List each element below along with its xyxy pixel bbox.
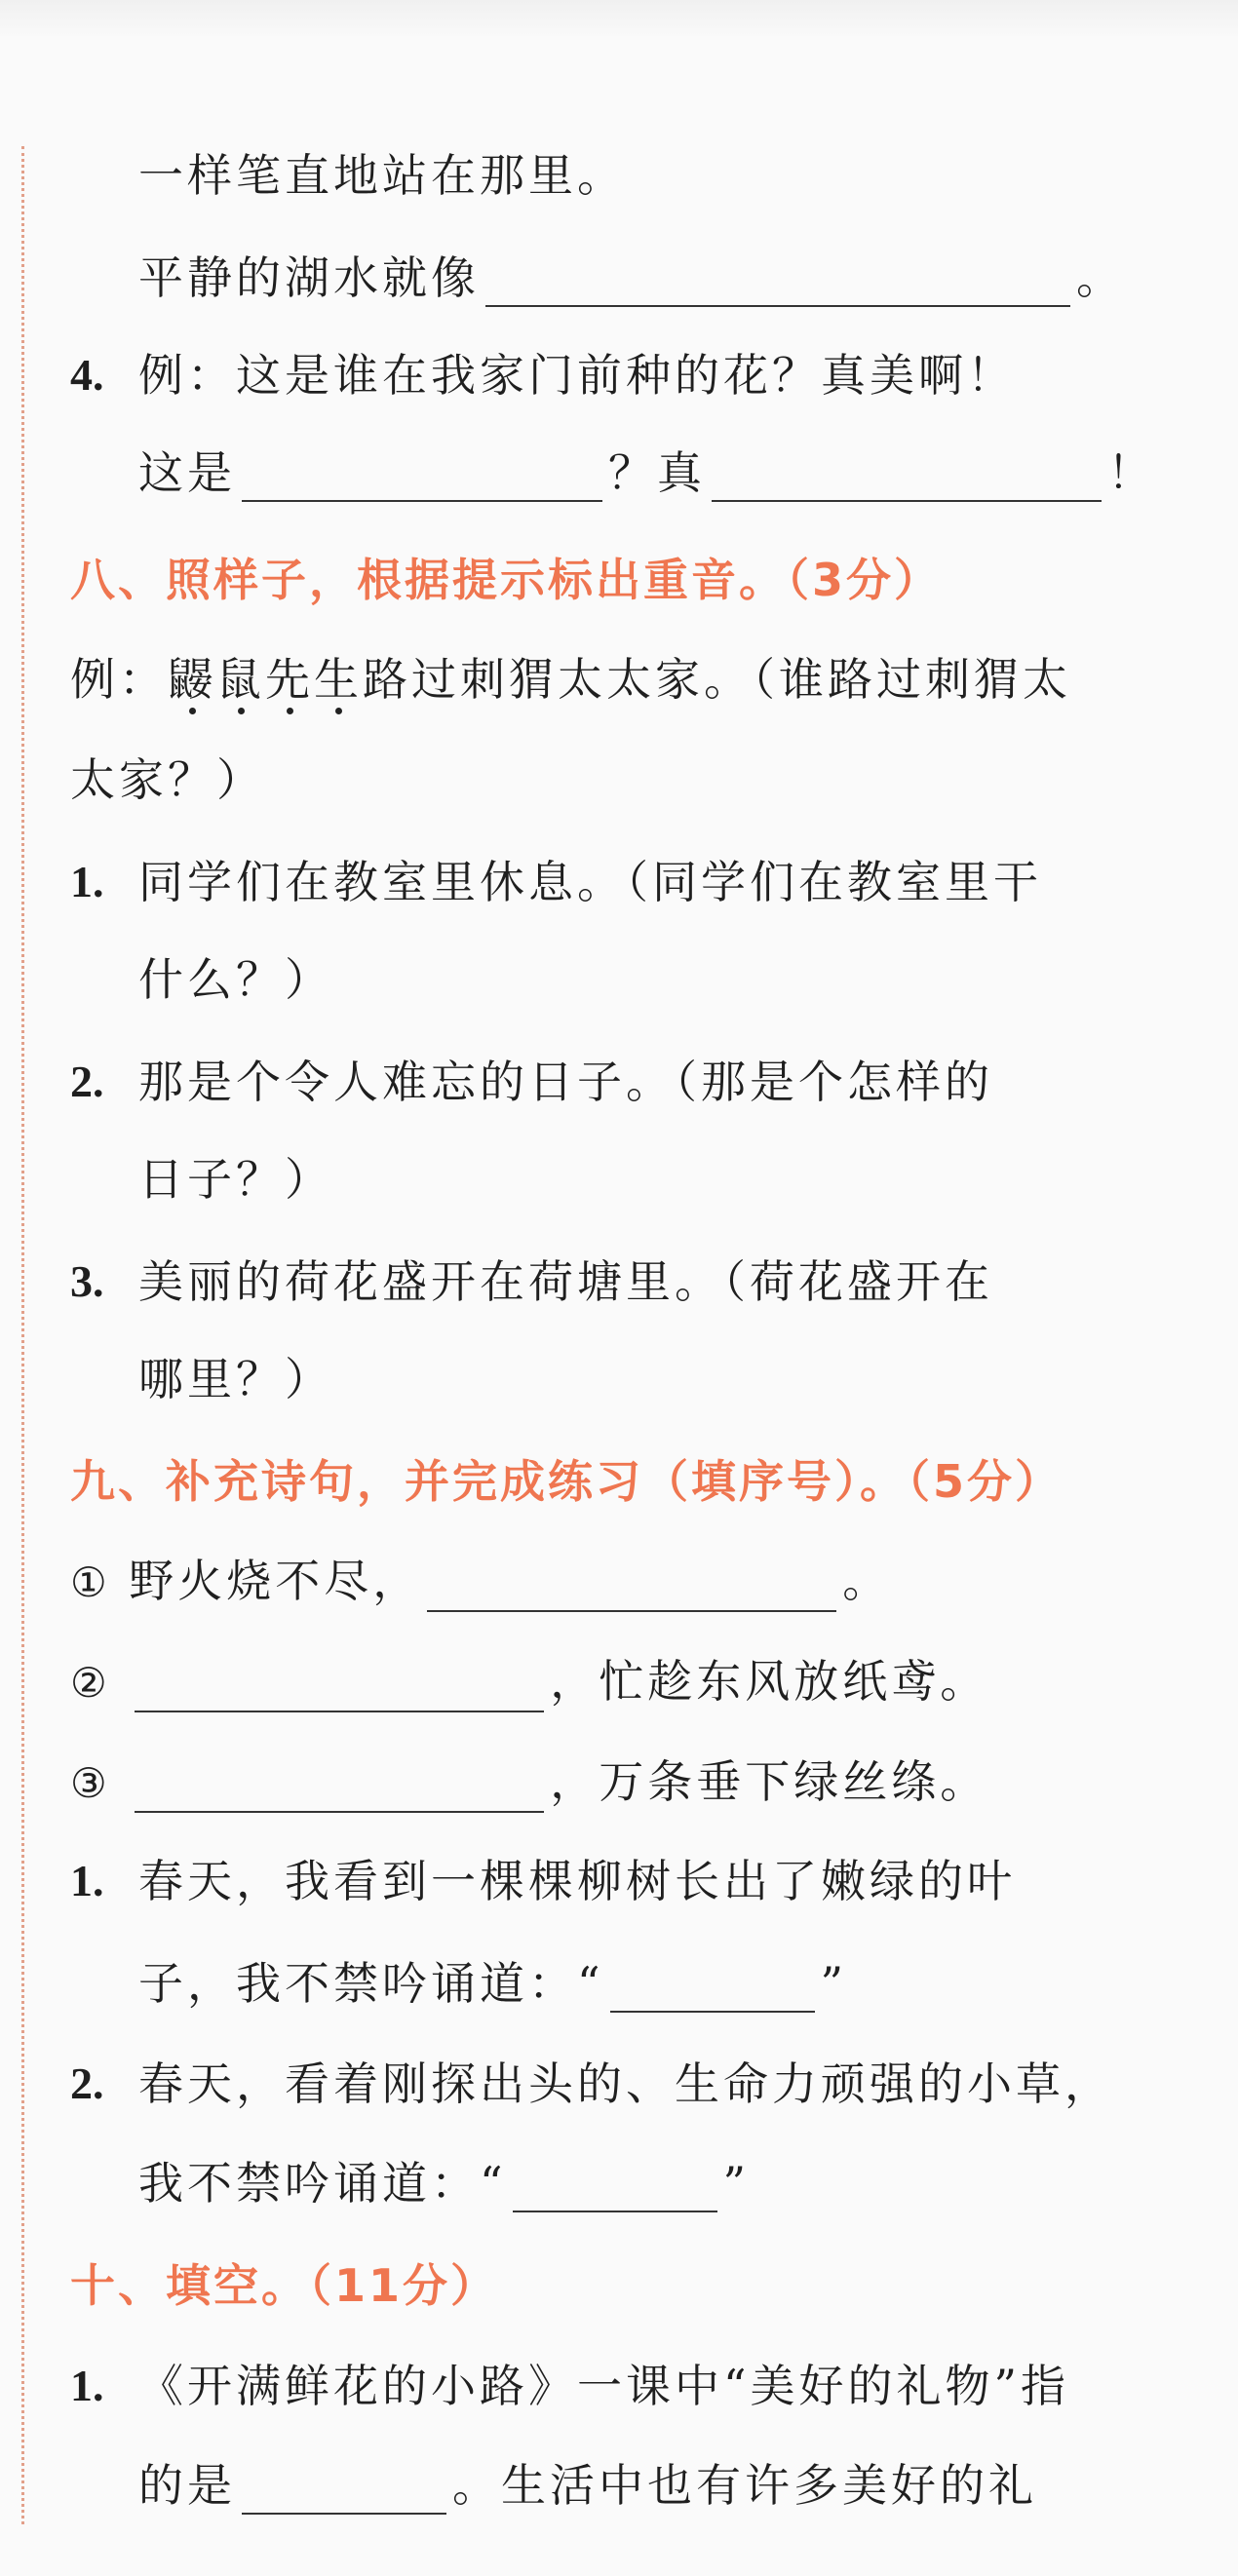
s10-q1-l1: 《开满鲜花的小路》一课中“美好的礼物”指 xyxy=(138,2360,1070,2412)
s9-q1-l2a: 子，我不禁吟诵道：“ xyxy=(138,1957,604,2010)
s7-q4-num: 4. xyxy=(70,350,104,400)
s7-line2-text: 平静的湖水就像 xyxy=(138,251,480,304)
s8-item2-l2: 日子？） xyxy=(138,1153,333,1206)
s9-p2-blank[interactable] xyxy=(135,1658,544,1712)
s9-q2-num: 2. xyxy=(70,2058,104,2108)
s7-q4-fill-a: 这是 xyxy=(138,446,236,499)
stress-char: 先 xyxy=(265,650,314,709)
s7-q4-blank-1[interactable] xyxy=(242,447,602,502)
stress-char: 鼹 xyxy=(168,650,216,709)
page-top-shade xyxy=(0,0,1238,39)
s8-item1-l1: 同学们在教室里休息。（同学们在教室里干 xyxy=(138,856,1042,908)
s8-item2-num: 2. xyxy=(70,1057,104,1106)
s8-item3-l2: 哪里？） xyxy=(138,1353,333,1405)
stress-char: 生 xyxy=(314,650,363,709)
s7-q4-blank-2[interactable] xyxy=(712,447,1102,502)
s10-q1-num: 1. xyxy=(70,2361,104,2410)
s9-p3-text: ，万条垂下绿丝绦。 xyxy=(550,1755,989,1808)
s10-q1-blank[interactable] xyxy=(242,2460,446,2515)
s7-q4-fill-c: ！ xyxy=(1107,446,1156,499)
s9-q1-l1: 春天，我看到一棵棵柳树长出了嫩绿的叶 xyxy=(138,1855,1016,1907)
s9-p3-blank[interactable] xyxy=(135,1758,544,1813)
s7-q4-fill-b: ？真 xyxy=(608,446,706,499)
s7-line1-text: 一样笔直地站在那里。 xyxy=(138,149,626,202)
s10-heading: 十、填空。（11分） xyxy=(70,2259,499,2312)
s8-ex-line2: 太家？） xyxy=(70,753,265,806)
s7-blank-lake[interactable] xyxy=(485,252,1070,307)
s8-ex-prefix: 例： xyxy=(70,653,168,706)
s9-q1-l2b: ” xyxy=(820,1957,848,2010)
s8-ex-rest: 路过刺猬太太家。（谁路过刺猬太 xyxy=(363,653,1071,706)
s9-q2-l2a: 我不禁吟诵道：“ xyxy=(138,2157,507,2210)
s8-heading: 八、照样子，根据提示标出重音。（3分） xyxy=(70,554,943,606)
s7-line2-end: 。 xyxy=(1076,251,1125,304)
s8-item3-num: 3. xyxy=(70,1256,104,1306)
s9-heading: 九、补充诗句，并完成练习（填序号）。（5分） xyxy=(70,1455,1064,1508)
circle-number-2: ② xyxy=(70,1659,111,1707)
stress-char: 鼠 xyxy=(216,650,265,709)
s9-q1-blank[interactable] xyxy=(610,1958,815,2013)
margin-dotted-line xyxy=(21,146,24,2524)
s7-q4-text: 例：这是谁在我家门前种的花？真美啊！ xyxy=(138,349,1016,402)
s9-p1-end: 。 xyxy=(842,1555,892,1607)
s8-item1-num: 1. xyxy=(70,857,104,906)
s9-q2-l2b: ” xyxy=(722,2157,751,2210)
circle-number-1: ① xyxy=(70,1558,111,1606)
s8-item3-l1: 美丽的荷花盛开在荷塘里。（荷花盛开在 xyxy=(138,1255,993,1308)
s9-q2-l1: 春天，看着刚探出头的、生命力顽强的小草， xyxy=(138,2057,1113,2110)
s8-item2-l1: 那是个令人难忘的日子。（那是个怎样的 xyxy=(138,1056,993,1108)
s10-q1-l2a: 的是 xyxy=(138,2459,236,2512)
s9-p1-text: 野火烧不尽， xyxy=(129,1555,422,1607)
s9-q2-blank[interactable] xyxy=(513,2158,717,2212)
s8-item1-l2: 什么？） xyxy=(138,953,333,1006)
s10-q1-l2b: 。生活中也有许多美好的礼 xyxy=(452,2459,1037,2512)
s9-q1-num: 1. xyxy=(70,1856,104,1905)
circle-number-3: ③ xyxy=(70,1759,111,1807)
s9-p1-blank[interactable] xyxy=(427,1557,836,1612)
s9-p2-text: ，忙趁东风放纸鸢。 xyxy=(550,1655,989,1708)
